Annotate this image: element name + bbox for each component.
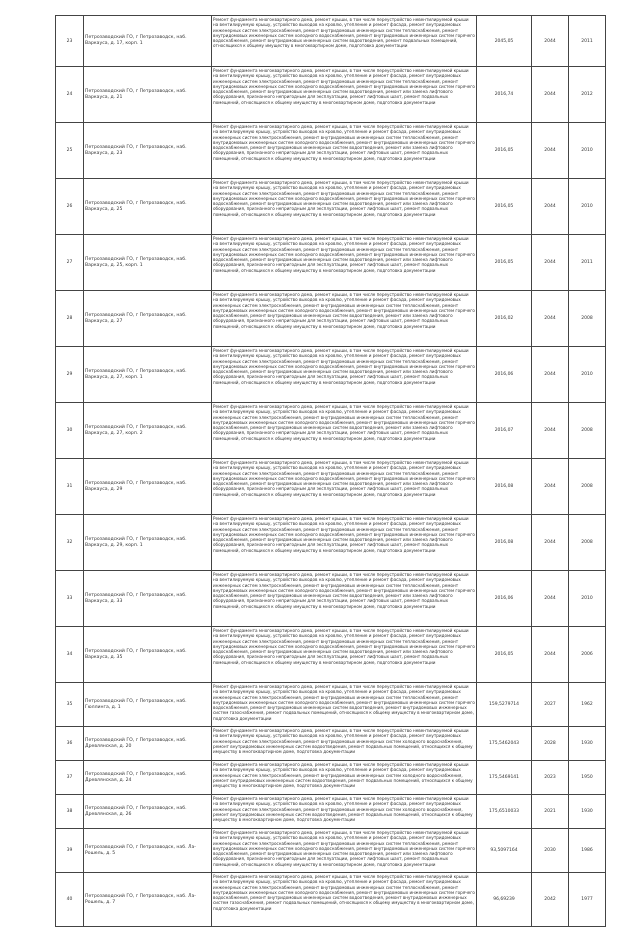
row-number-cell: 29	[56, 347, 84, 403]
last-year-cell: 2010	[569, 123, 606, 179]
area-cell: 2016,08	[477, 515, 532, 571]
row-number-cell: 34	[56, 627, 84, 683]
works-cell: Ремонт фундамента многоквартирного дома, ремонт крыши, в том числе переустройство невентилируемой крыши на вентилируемую крышу, устройство выходов на кровлю, утепление и ремонт фасада, ремонт внутридомовых инженерных систем электроснабжения, ремонт внутридомовых инженерных систем теплоснабжения, ремонт внутридомовых инженерных систем холодного водоснабжения, ремонт внутридомовых инженерных систем горячего водоснабжения, ремонт внутридомовых инженерных систем водоотведения, ремонт или замена лифтового оборудования, признанного непригодным для эксплуатации, ремонт лифтовых шахт, ремонт подвальных помещений, относящихся к общему имуществу в многоквартирном доме, подготовка документации	[212, 67, 477, 123]
address-cell: Петрозаводский ГО, г Петрозаводск, наб. Варкауса, д. 25	[84, 179, 212, 235]
area-cell: 175,6510033	[477, 795, 532, 829]
planned-year-cell: 2044	[532, 627, 569, 683]
planned-year-cell: 2023	[532, 761, 569, 795]
table-body	[56, 16, 606, 927]
planned-year-cell: 2044	[532, 179, 569, 235]
last-year-cell: 2008	[569, 459, 606, 515]
area-cell: 2016,74	[477, 67, 532, 123]
works-cell: Ремонт фундамента многоквартирного дома, ремонт крыши, в том числе переустройство невентилируемой крыши на вентилируемую крышу, устройство выходов на кровлю, утепление и ремонт фасада, ремонт внутридомовых инженерных систем электроснабжения, ремонт внутридомовых инженерных систем холодного водоснабжения, ремонт внутридомовых инженерных систем водоотведения, ремонт подвальных помещений, относящихся к общему имуществу в многоквартирном доме, подготовка документации	[212, 795, 477, 829]
planned-year-cell: 2042	[532, 873, 569, 927]
table-row	[56, 627, 606, 683]
row-number-cell: 38	[56, 795, 84, 829]
address-cell: Петрозаводский ГО, г Петрозаводск, наб. Ла-Рошель, д. 7	[84, 873, 212, 927]
area-cell: 2016,05	[477, 179, 532, 235]
row-number-cell: 26	[56, 179, 84, 235]
area-cell: 159,5279714	[477, 683, 532, 727]
table-row	[56, 291, 606, 347]
works-cell: Ремонт фундамента многоквартирного дома, ремонт крыши, в том числе переустройство невентилируемой крыши на вентилируемую крышу, устройство выходов на кровлю, утепление и ремонт фасада, ремонт внутридомовых инженерных систем электроснабжения, ремонт внутридомовых инженерных систем теплоснабжения, ремонт внутридомовых инженерных систем холодного водоснабжения, ремонт внутридомовых инженерных систем горячего водоснабжения, ремонт внутридомовых инженерных систем водоотведения, ремонт или замена лифтового оборудования, признанного непригодным для эксплуатации, ремонт лифтовых шахт, ремонт подвальных помещений, относящихся к общему имуществу в многоквартирном доме, подготовка документации	[212, 235, 477, 291]
row-number-cell: 40	[56, 873, 84, 927]
planned-year-cell: 2044	[532, 123, 569, 179]
last-year-cell: 1977	[569, 873, 606, 927]
area-cell: 2016,07	[477, 403, 532, 459]
works-cell: Ремонт фундамента многоквартирного дома, ремонт крыши, в том числе переустройство невентилируемой крыши на вентилируемую крышу, устройство выходов на кровлю, утепление и ремонт фасада, ремонт внутридомовых инженерных систем электроснабжения, ремонт внутридомовых инженерных систем теплоснабжения, ремонт внутридомовых инженерных систем холодного водоснабжения, ремонт внутридомовых инженерных систем горячего водоснабжения, ремонт внутридомовых инженерных систем водоотведения, ремонт или замена лифтового оборудования, признанного непригодным для эксплуатации, ремонт лифтовых шахт, ремонт подвальных помещений, относящихся к общему имуществу в многоквартирном доме, подготовка документации	[212, 291, 477, 347]
table-row	[56, 795, 606, 829]
works-cell: Ремонт фундамента многоквартирного дома, ремонт крыши, в том числе переустройство невентилируемой крыши на вентилируемую крышу, устройство выходов на кровлю, утепление и ремонт фасада, ремонт внутридомовых инженерных систем электроснабжения, ремонт внутридомовых инженерных систем теплоснабжения, ремонт внутридомовых инженерных систем холодного водоснабжения, ремонт внутридомовых инженерных систем горячего водоснабжения, ремонт внутридомовых инженерных систем водоотведения, ремонт или замена лифтового оборудования, признанного непригодным для эксплуатации, ремонт лифтовых шахт, ремонт подвальных помещений, относящихся к общему имуществу в многоквартирном доме, подготовка документации	[212, 515, 477, 571]
address-cell: Петрозаводский ГО, г Петрозаводск, наб. Варкауса, д. 25, корп. 1	[84, 235, 212, 291]
planned-year-cell: 2044	[532, 347, 569, 403]
last-year-cell: 2008	[569, 291, 606, 347]
table-row	[56, 123, 606, 179]
area-cell: 175,5462043	[477, 727, 532, 761]
last-year-cell: 1950	[569, 761, 606, 795]
works-cell: Ремонт фундамента многоквартирного дома, ремонт крыши, в том числе переустройство невентилируемой крыши на вентилируемую крышу, устройство выходов на кровлю, утепление и ремонт фасада, ремонт внутридомовых инженерных систем электроснабжения, ремонт внутридомовых инженерных систем холодного водоснабжения, ремонт внутридомовых инженерных систем водоотведения, ремонт подвальных помещений, относящихся к общему имуществу в многоквартирном доме, подготовка документации	[212, 761, 477, 795]
works-cell: Ремонт фундамента многоквартирного дома, ремонт крыши, в том числе переустройство невентилируемой крыши на вентилируемую крышу, устройство выходов на кровлю, утепление и ремонт фасада, ремонт внутридомовых инженерных систем электроснабжения, ремонт внутридомовых инженерных систем холодного водоснабжения, ремонт внутридомовых инженерных систем водоотведения, ремонт подвальных помещений, относящихся к общему имуществу в многоквартирном доме, подготовка документации	[212, 727, 477, 761]
table-row	[56, 459, 606, 515]
works-cell: Ремонт фундамента многоквартирного дома, ремонт крыши, в том числе переустройство невентилируемой крыши на вентилируемую крышу, устройство выходов на кровлю, утепление и ремонт фасада, ремонт внутридомовых инженерных систем электроснабжения, ремонт внутридомовых инженерных систем теплоснабжения, ремонт внутридомовых инженерных систем холодного водоснабжения, ремонт внутридомовых инженерных систем горячего водоснабжения, ремонт внутридомовых инженерных систем водоотведения, ремонт подвальных помещений, относящихся к общему имуществу в многоквартирном доме, подготовка документации	[212, 16, 477, 67]
table-row	[56, 67, 606, 123]
planned-year-cell: 2044	[532, 67, 569, 123]
works-cell: Ремонт фундамента многоквартирного дома, ремонт крыши, в том числе переустройство невентилируемой крыши на вентилируемую крышу, устройство выходов на кровлю, утепление и ремонт фасада, ремонт внутридомовых инженерных систем электроснабжения, ремонт внутридомовых инженерных систем теплоснабжения, ремонт внутридомовых инженерных систем холодного водоснабжения, ремонт внутридомовых инженерных систем горячего водоснабжения, ремонт внутридомовых инженерных систем водоотведения, ремонт или замена лифтового оборудования, признанного непригодным для эксплуатации, ремонт лифтовых шахт, ремонт подвальных помещений, относящихся к общему имуществу в многоквартирном доме, подготовка документации	[212, 123, 477, 179]
planned-year-cell: 2044	[532, 459, 569, 515]
address-cell: Петрозаводский ГО, г Петрозаводск, наб. Древлянская, д. 26	[84, 795, 212, 829]
area-cell: 175,5469141	[477, 761, 532, 795]
works-cell: Ремонт фундамента многоквартирного дома, ремонт крыши, в том числе переустройство невентилируемой крыши на вентилируемую крышу, устройство выходов на кровлю, утепление и ремонт фасада, ремонт внутридомовых инженерных систем электроснабжения, ремонт внутридомовых инженерных систем теплоснабжения, ремонт внутридомовых инженерных систем холодного водоснабжения, ремонт внутридомовых инженерных систем горячего водоснабжения, ремонт внутридомовых инженерных систем водоотведения, ремонт или замена лифтового оборудования, признанного непригодным для эксплуатации, ремонт лифтовых шахт, ремонт подвальных помещений, относящихся к общему имуществу в многоквартирном доме, подготовка документации	[212, 829, 477, 873]
planned-year-cell: 2044	[532, 16, 569, 67]
area-cell: 2045,05	[477, 16, 532, 67]
works-cell: Ремонт фундамента многоквартирного дома, ремонт крыши, в том числе переустройство невентилируемой крыши на вентилируемую крышу, устройство выходов на кровлю, утепление и ремонт фасада, ремонт внутридомовых инженерных систем электроснабжения, ремонт внутридомовых инженерных систем теплоснабжения, ремонт внутридомовых инженерных систем холодного водоснабжения, ремонт внутридомовых инженерных систем горячего водоснабжения, ремонт внутридомовых инженерных систем водоотведения, ремонт внутридомовых инженерных систем газоснабжения, ремонт подвальных помещений, относящихся к общему имуществу в многоквартирном доме, подготовка документации	[212, 873, 477, 927]
area-cell: 2016,05	[477, 627, 532, 683]
planned-year-cell: 2021	[532, 795, 569, 829]
works-cell: Ремонт фундамента многоквартирного дома, ремонт крыши, в том числе переустройство невентилируемой крыши на вентилируемую крышу, устройство выходов на кровлю, утепление и ремонт фасада, ремонт внутридомовых инженерных систем электроснабжения, ремонт внутридомовых инженерных систем теплоснабжения, ремонт внутридомовых инженерных систем холодного водоснабжения, ремонт внутридомовых инженерных систем горячего водоснабжения, ремонт внутридомовых инженерных систем водоотведения, ремонт или замена лифтового оборудования, признанного непригодным для эксплуатации, ремонт лифтовых шахт, ремонт подвальных помещений, относящихся к общему имуществу в многоквартирном доме, подготовка документации	[212, 347, 477, 403]
table-row	[56, 16, 606, 67]
table-row	[56, 403, 606, 459]
last-year-cell: 2010	[569, 347, 606, 403]
row-number-cell: 25	[56, 123, 84, 179]
planned-year-cell: 2044	[532, 291, 569, 347]
planned-year-cell: 2030	[532, 829, 569, 873]
row-number-cell: 24	[56, 67, 84, 123]
address-cell: Петрозаводский ГО, г Петрозаводск, наб. Ла-Рошель, д. 5	[84, 829, 212, 873]
table-row	[56, 727, 606, 761]
row-number-cell: 27	[56, 235, 84, 291]
table-row	[56, 683, 606, 727]
area-cell: 96,69239	[477, 873, 532, 927]
last-year-cell: 1930	[569, 727, 606, 761]
row-number-cell: 37	[56, 761, 84, 795]
area-cell: 2016,05	[477, 235, 532, 291]
row-number-cell: 35	[56, 683, 84, 727]
address-cell: Петрозаводский ГО, г Петрозаводск, наб. Варкауса, д. 35	[84, 627, 212, 683]
last-year-cell: 1930	[569, 795, 606, 829]
last-year-cell: 2011	[569, 16, 606, 67]
area-cell: 2016,05	[477, 123, 532, 179]
area-cell: 93,5097164	[477, 829, 532, 873]
row-number-cell: 36	[56, 727, 84, 761]
works-cell: Ремонт фундамента многоквартирного дома, ремонт крыши, в том числе переустройство невентилируемой крыши на вентилируемую крышу, устройство выходов на кровлю, утепление и ремонт фасада, ремонт внутридомовых инженерных систем электроснабжения, ремонт внутридомовых инженерных систем теплоснабжения, ремонт внутридомовых инженерных систем холодного водоснабжения, ремонт внутридомовых инженерных систем горячего водоснабжения, ремонт внутридомовых инженерных систем водоотведения, ремонт или замена лифтового оборудования, признанного непригодным для эксплуатации, ремонт лифтовых шахт, ремонт подвальных помещений, относящихся к общему имуществу в многоквартирном доме, подготовка документации	[212, 179, 477, 235]
works-cell: Ремонт фундамента многоквартирного дома, ремонт крыши, в том числе переустройство невентилируемой крыши на вентилируемую крышу, устройство выходов на кровлю, утепление и ремонт фасада, ремонт внутридомовых инженерных систем электроснабжения, ремонт внутридомовых инженерных систем теплоснабжения, ремонт внутридомовых инженерных систем холодного водоснабжения, ремонт внутридомовых инженерных систем горячего водоснабжения, ремонт внутридомовых инженерных систем водоотведения, ремонт или замена лифтового оборудования, признанного непригодным для эксплуатации, ремонт лифтовых шахт, ремонт подвальных помещений, относящихся к общему имуществу в многоквартирном доме, подготовка документации	[212, 459, 477, 515]
planned-year-cell: 2044	[532, 235, 569, 291]
planned-year-cell: 2044	[532, 515, 569, 571]
row-number-cell: 32	[56, 515, 84, 571]
last-year-cell: 2008	[569, 403, 606, 459]
address-cell: Петрозаводский ГО, г Петрозаводск, наб. Древлянская, д. 24	[84, 761, 212, 795]
last-year-cell: 2006	[569, 627, 606, 683]
works-cell: Ремонт фундамента многоквартирного дома, ремонт крыши, в том числе переустройство невентилируемой крыши на вентилируемую крышу, устройство выходов на кровлю, утепление и ремонт фасада, ремонт внутридомовых инженерных систем электроснабжения, ремонт внутридомовых инженерных систем теплоснабжения, ремонт внутридомовых инженерных систем холодного водоснабжения, ремонт внутридомовых инженерных систем горячего водоснабжения, ремонт внутридомовых инженерных систем водоотведения, ремонт или замена лифтового оборудования, признанного непригодным для эксплуатации, ремонт лифтовых шахт, ремонт подвальных помещений, относящихся к общему имуществу в многоквартирном доме, подготовка документации	[212, 403, 477, 459]
row-number-cell: 39	[56, 829, 84, 873]
address-cell: Петрозаводский ГО, г Петрозаводск, наб. Варкауса, д. 17, корп. 1	[84, 16, 212, 67]
last-year-cell: 2011	[569, 235, 606, 291]
row-number-cell: 33	[56, 571, 84, 627]
area-cell: 2016,08	[477, 459, 532, 515]
works-cell: Ремонт фундамента многоквартирного дома, ремонт крыши, в том числе переустройство невентилируемой крыши на вентилируемую крышу, устройство выходов на кровлю, утепление и ремонт фасада, ремонт внутридомовых инженерных систем электроснабжения, ремонт внутридомовых инженерных систем теплоснабжения, ремонт внутридомовых инженерных систем холодного водоснабжения, ремонт внутридомовых инженерных систем горячего водоснабжения, ремонт внутридомовых инженерных систем водоотведения, ремонт или замена лифтового оборудования, признанного непригодным для эксплуатации, ремонт лифтовых шахт, ремонт подвальных помещений, относящихся к общему имуществу в многоквартирном доме, подготовка документации	[212, 627, 477, 683]
row-number-cell: 31	[56, 459, 84, 515]
row-number-cell: 30	[56, 403, 84, 459]
capital-repair-table	[55, 15, 606, 927]
row-number-cell: 23	[56, 16, 84, 67]
table-row	[56, 873, 606, 927]
table-row	[56, 515, 606, 571]
last-year-cell: 2008	[569, 515, 606, 571]
planned-year-cell: 2044	[532, 571, 569, 627]
table-row	[56, 179, 606, 235]
area-cell: 2016,02	[477, 291, 532, 347]
table-row	[56, 347, 606, 403]
planned-year-cell: 2028	[532, 727, 569, 761]
row-number-cell: 28	[56, 291, 84, 347]
address-cell: Петрозаводский ГО, г Петрозаводск, наб. Варкауса, д. 27, корп. 1	[84, 347, 212, 403]
last-year-cell: 2012	[569, 67, 606, 123]
address-cell: Петрозаводский ГО, г Петрозаводск, наб. Древлянская, д. 20	[84, 727, 212, 761]
table-row	[56, 235, 606, 291]
table-row	[56, 829, 606, 873]
address-cell: Петрозаводский ГО, г Петрозаводск, наб. Варкауса, д. 21	[84, 67, 212, 123]
area-cell: 2016,06	[477, 571, 532, 627]
area-cell: 2016,06	[477, 347, 532, 403]
last-year-cell: 1962	[569, 683, 606, 727]
planned-year-cell: 2044	[532, 403, 569, 459]
planned-year-cell: 2027	[532, 683, 569, 727]
table-row	[56, 571, 606, 627]
address-cell: Петрозаводский ГО, г Петрозаводск, наб. Варкауса, д. 33	[84, 571, 212, 627]
last-year-cell: 2010	[569, 179, 606, 235]
address-cell: Петрозаводский ГО, г Петрозаводск, наб. Варкауса, д. 23	[84, 123, 212, 179]
address-cell: Петрозаводский ГО, г Петрозаводск, наб. Варкауса, д. 27	[84, 291, 212, 347]
address-cell: Петрозаводский ГО, г Петрозаводск, наб. Варкауса, д. 27, корп. 2	[84, 403, 212, 459]
table-row	[56, 761, 606, 795]
works-cell: Ремонт фундамента многоквартирного дома, ремонт крыши, в том числе переустройство невентилируемой крыши на вентилируемую крышу, устройство выходов на кровлю, утепление и ремонт фасада, ремонт внутридомовых инженерных систем электроснабжения, ремонт внутридомовых инженерных систем теплоснабжения, ремонт внутридомовых инженерных систем холодного водоснабжения, ремонт внутридомовых инженерных систем горячего водоснабжения, ремонт внутридомовых инженерных систем водоотведения, ремонт или замена лифтового оборудования, признанного непригодным для эксплуатации, ремонт лифтовых шахт, ремонт подвальных помещений, относящихся к общему имуществу в многоквартирном доме, подготовка документации	[212, 571, 477, 627]
address-cell: Петрозаводский ГО, г Петрозаводск, наб. Варкауса, д. 29	[84, 459, 212, 515]
address-cell: Петрозаводский ГО, г Петрозаводск, наб. Варкауса, д. 29, корп. 1	[84, 515, 212, 571]
address-cell: Петрозаводский ГО, г Петрозаводск, наб. Гюллинга, д. 1	[84, 683, 212, 727]
last-year-cell: 2010	[569, 571, 606, 627]
works-cell: Ремонт фундамента многоквартирного дома, ремонт крыши, в том числе переустройство невентилируемой крыши на вентилируемую крышу, устройство выходов на кровлю, утепление и ремонт фасада, ремонт внутридомовых инженерных систем электроснабжения, ремонт внутридомовых инженерных систем теплоснабжения, ремонт внутридомовых инженерных систем холодного водоснабжения, ремонт внутридомовых инженерных систем горячего водоснабжения, ремонт внутридомовых инженерных систем водоотведения, ремонт внутридомовых инженерных систем газоснабжения, ремонт подвальных помещений, относящихся к общему имуществу в многоквартирном доме, подготовка документации	[212, 683, 477, 727]
last-year-cell: 1986	[569, 829, 606, 873]
